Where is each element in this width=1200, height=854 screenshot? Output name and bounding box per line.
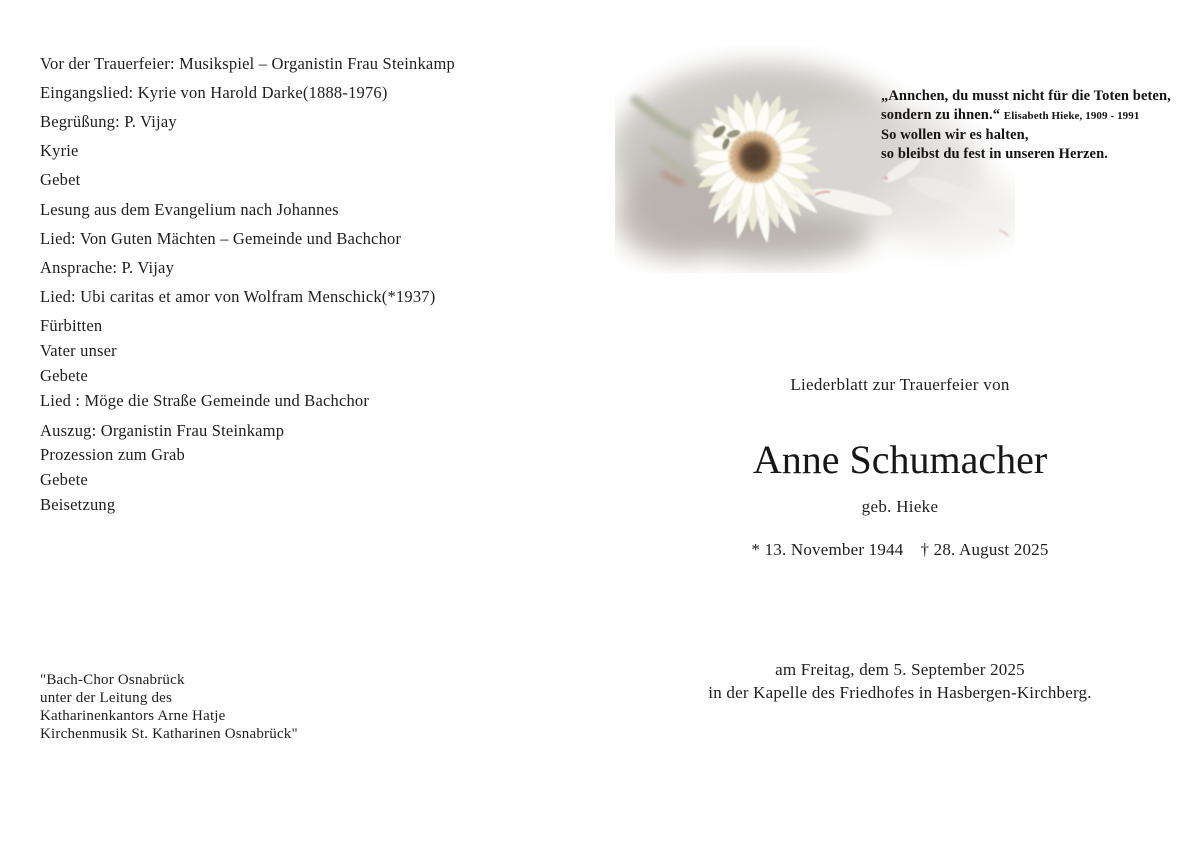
program-item: Gebete: [40, 470, 88, 489]
program-item: Kyrie: [40, 141, 79, 160]
birth-date: * 13. November 1944: [751, 540, 904, 559]
birth-name: geb. Hieke: [861, 497, 939, 516]
life-dates: [600, 540, 1200, 560]
death-date: † 28. August 2025: [920, 540, 1049, 559]
program-item: Lied: Von Guten Mächten – Gemeinde und Bachchor: [40, 229, 402, 248]
program-item: Ansprache: P. Vijay: [40, 258, 175, 277]
choir-note-line: Katharinenkantors Arne Hatje: [40, 708, 226, 724]
program-item: Lesung aus dem Evangelium nach Johannes: [40, 200, 339, 219]
service-details: [600, 658, 1200, 704]
quote-line: „Annchen, du musst nicht für die Toten beten,: [881, 88, 1171, 104]
choir-note-line: "Bach-Chor Osnabrück: [40, 672, 185, 688]
program-subtitle: Liederblatt zur Trauerfeier von: [790, 375, 1010, 394]
program-item: Eingangslied: Kyrie von Harold Darke(1888-1976): [40, 83, 388, 102]
program-item: Gebete: [40, 366, 88, 385]
quote-line: [881, 106, 1171, 126]
quote-line: So wollen wir es halten,: [881, 127, 1029, 143]
program-item: Beisetzung: [40, 495, 116, 514]
quote-line: so bleibst du fest in unseren Herzen.: [881, 146, 1108, 162]
program-item: Begrüßung: P. Vijay: [40, 112, 177, 131]
service-location-line: in der Kapelle des Friedhofes in Hasbergen-Kirchberg.: [708, 683, 1092, 702]
service-date-line: am Freitag, dem 5. September 2025: [775, 660, 1025, 679]
program-item: Vater unser: [40, 341, 117, 360]
quote-attribution: Elisabeth Hieke, 1909 - 1991: [1003, 110, 1140, 122]
program-item: Vor der Trauerfeier: Musikspiel – Organistin Frau Steinkamp: [40, 54, 455, 73]
program-item: Gebet: [40, 170, 81, 189]
deceased-name: Anne Schumacher: [752, 437, 1048, 482]
program-item: Fürbitten: [40, 316, 103, 335]
memorial-quote: [881, 87, 1171, 164]
quote-line-text: sondern zu ihnen.“: [881, 107, 1004, 123]
program-item: Lied : Möge die Straße Gemeinde und Bachchor: [40, 391, 370, 410]
choir-note: [40, 671, 298, 743]
program-item: Lied: Ubi caritas et amor von Wolfram Menschick(*1937): [40, 287, 436, 306]
program-item: Auszug: Organistin Frau Steinkamp: [40, 421, 285, 440]
order-of-service: [40, 54, 455, 515]
program-item: Prozession zum Grab: [40, 445, 185, 464]
choir-note-line: Kirchenmusik St. Katharinen Osnabrück": [40, 726, 298, 742]
choir-note-line: unter der Leitung des: [40, 690, 173, 706]
